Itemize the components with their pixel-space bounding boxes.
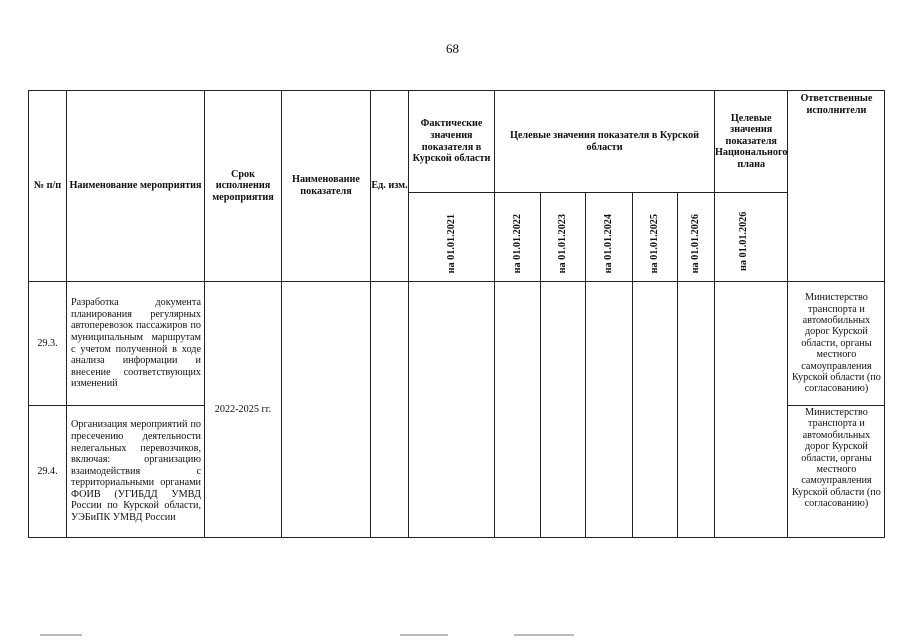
row-event: Организация мероприятий по пресечению деятельности нелегальных перевозчиков, включая: организацию взаимодействия с территориальными органами ФОИВ (УГИБДД УМВД России по Курской области, УЭБиПК УМВД России bbox=[67, 406, 205, 538]
header-event-name: Наименование мероприятия bbox=[67, 91, 205, 282]
header-deadline: Срок исполнения мероприятия bbox=[205, 91, 282, 282]
measures-table bbox=[28, 90, 885, 538]
page-number: 68 bbox=[446, 41, 459, 56]
table-row bbox=[29, 282, 885, 406]
header-date-2023: на 01.01.2023 bbox=[557, 214, 569, 274]
row-responsible: Министерство транспорта и автомобильных дорог Курской области, органы местного самоуправления Курской области (по согласованию) bbox=[788, 282, 885, 406]
header-date-2024: на 01.01.2024 bbox=[603, 214, 615, 274]
header-date-2021: на 01.01.2021 bbox=[445, 214, 457, 274]
header-national-target: Целевые значения показателя Национального плана bbox=[715, 91, 788, 193]
header-unit: Ед. изм. bbox=[371, 91, 409, 282]
row-number: 29.4. bbox=[29, 406, 67, 538]
deadline-cell: 2022-2025 гг. bbox=[205, 282, 282, 538]
header-date-2022: на 01.01.2022 bbox=[511, 214, 523, 274]
row-responsible: Министерство транспорта и автомобильных дорог Курской области, органы местного самоуправления Курской области (по согласованию) bbox=[788, 406, 885, 538]
header-indicator-name: Наименование показателя bbox=[282, 91, 371, 282]
header-num: № п/п bbox=[29, 91, 67, 282]
header-target-values: Целевые значения показателя в Курской области bbox=[495, 91, 715, 193]
header-actual-values: Фактические значения показателя в Курской области bbox=[409, 91, 495, 193]
header-responsible: Ответственные исполнители bbox=[788, 91, 885, 282]
header-date-2025: на 01.01.2025 bbox=[649, 214, 661, 274]
row-number: 29.3. bbox=[29, 282, 67, 406]
header-national-date: на 01.01.2026 bbox=[738, 211, 750, 272]
header-date-2026: на 01.01.2026 bbox=[690, 214, 702, 274]
row-event: Разработка документа планирования регулярных автоперевозок пассажиров по муниципальным маршрутам с учетом полученной в ходе анализа информации и внесение соответствующих изменений bbox=[67, 282, 205, 406]
